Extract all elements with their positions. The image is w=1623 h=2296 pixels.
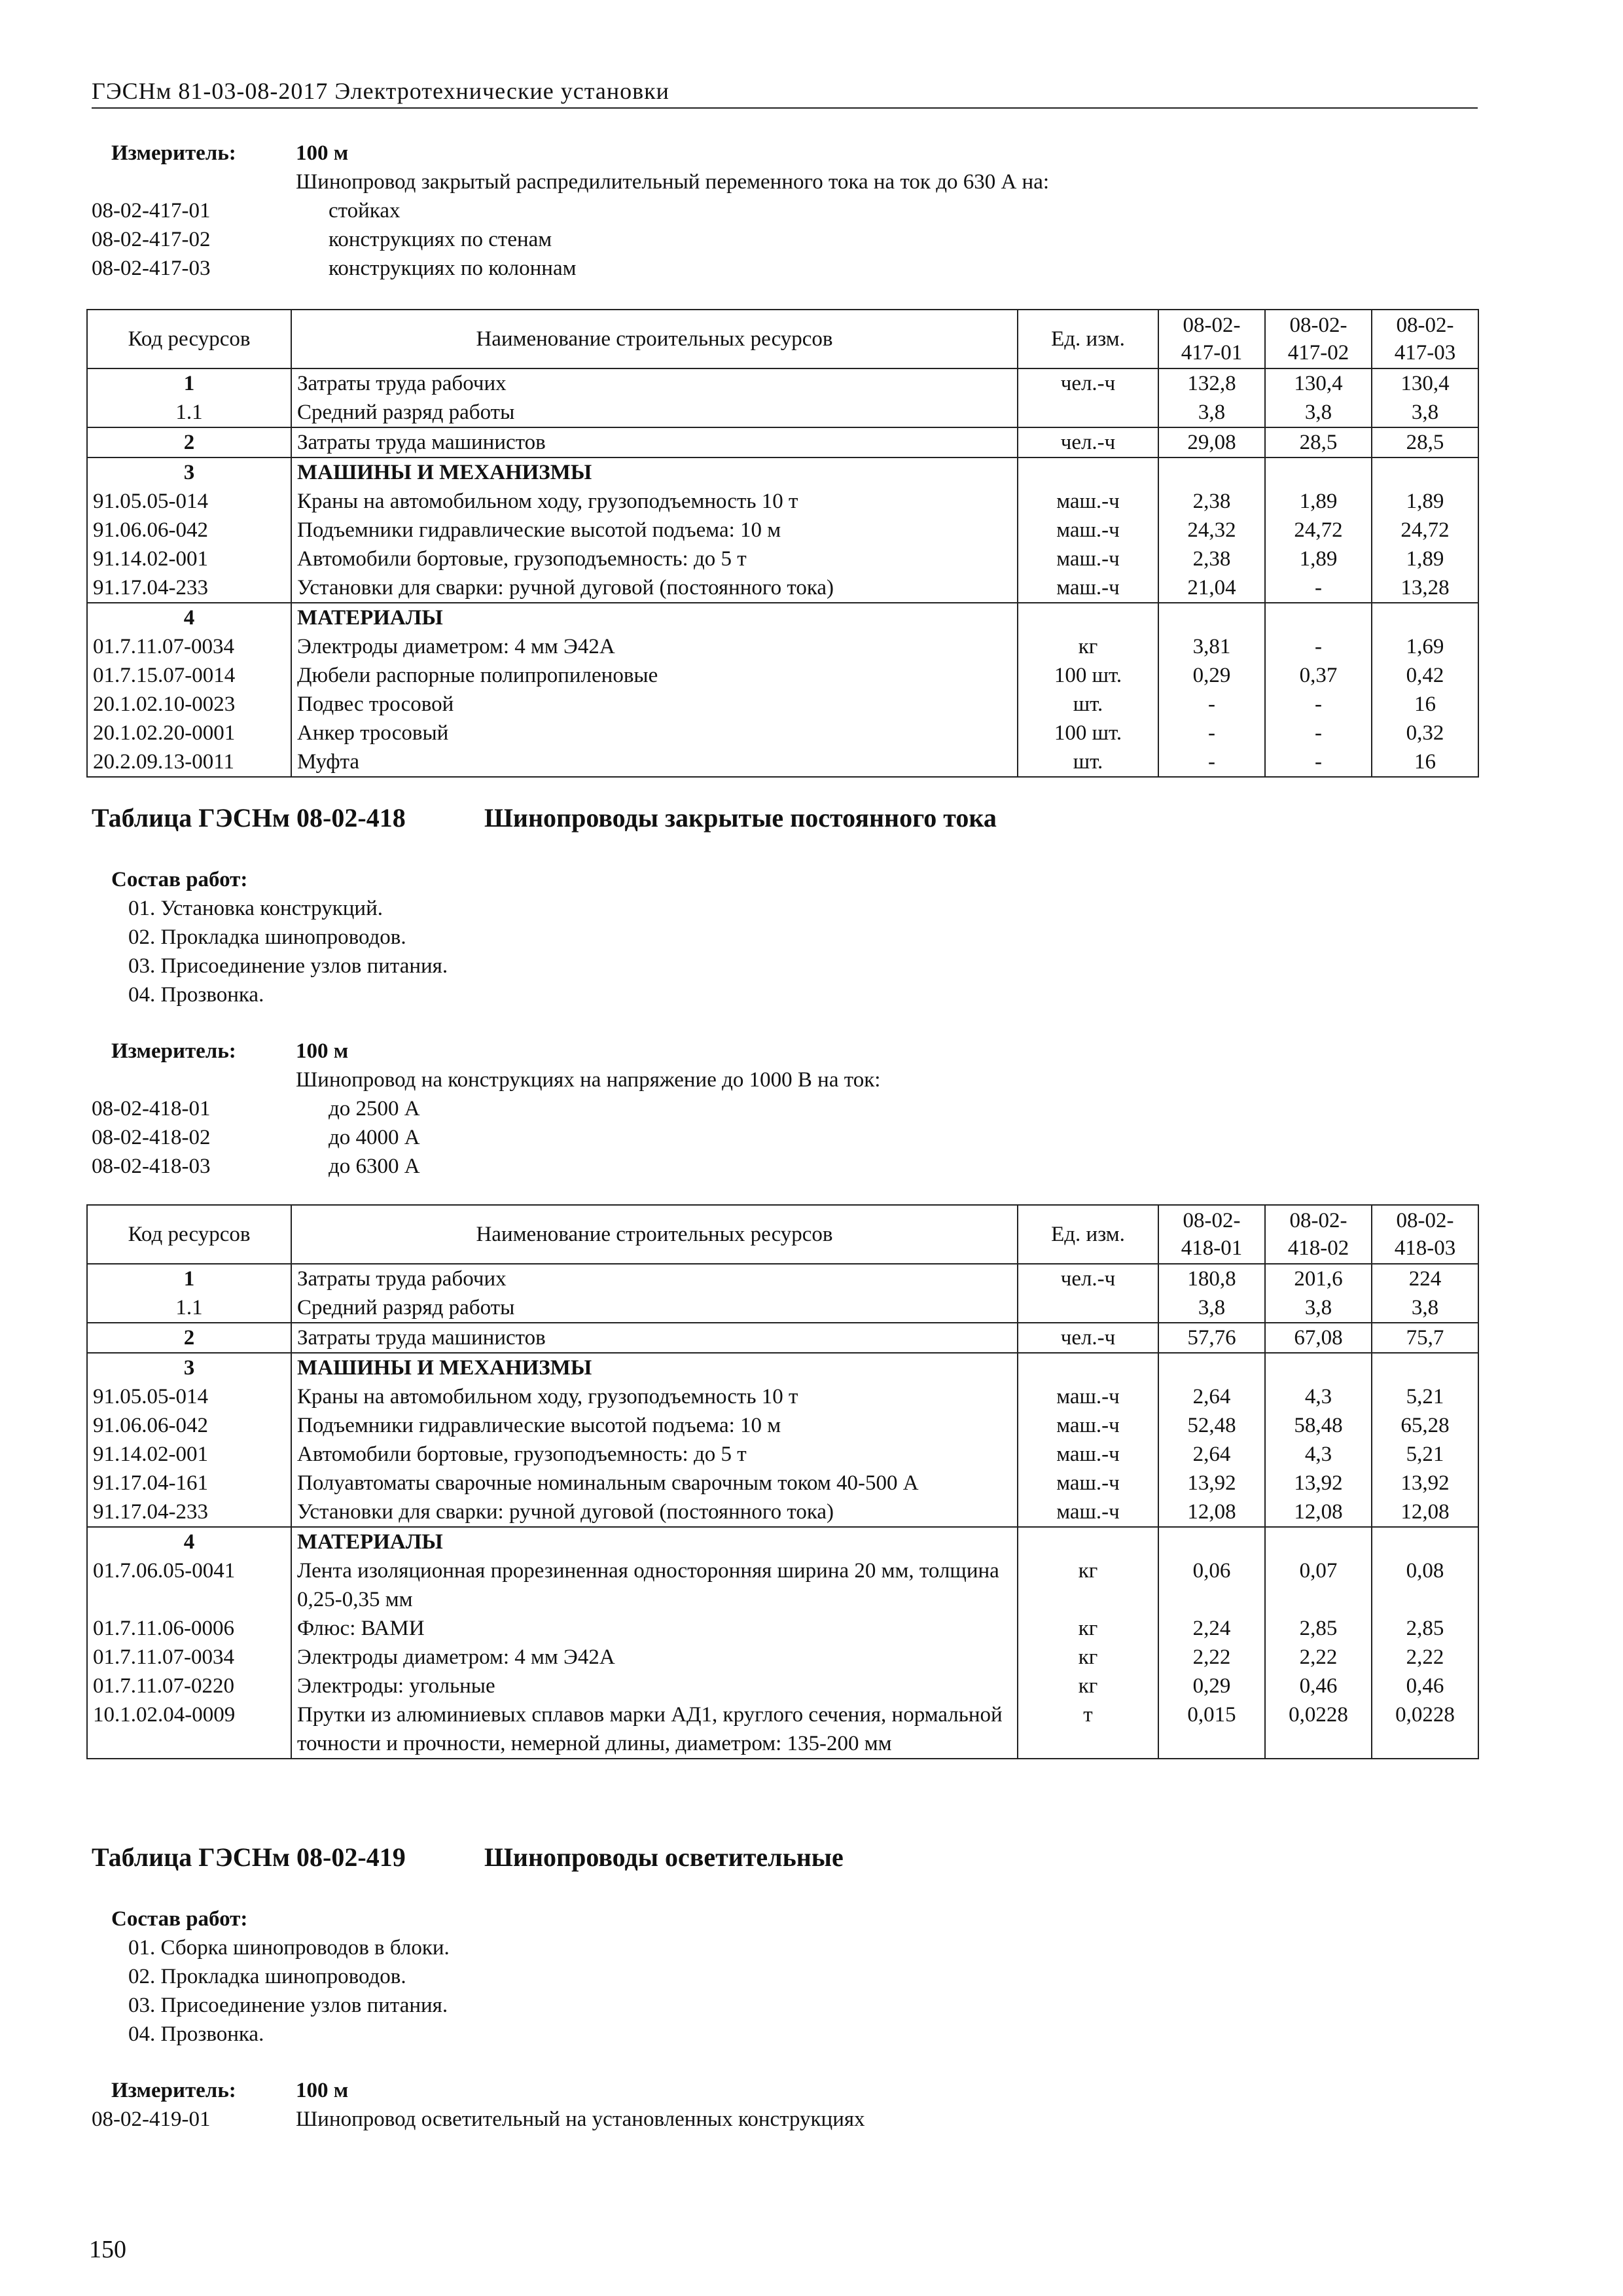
resource-value: - <box>1265 690 1372 719</box>
resource-unit: чел.-ч <box>1018 427 1158 457</box>
resource-value <box>1372 1353 1478 1382</box>
resource-value: 201,6 <box>1265 1264 1372 1293</box>
resource-row <box>87 1264 1478 1293</box>
resource-code: 01.7.11.07-0034 <box>87 1643 291 1672</box>
resource-value: 0,37 <box>1265 661 1372 690</box>
resource-name: Флюс: ВАМИ <box>291 1614 1018 1643</box>
resource-name: Затраты труда машинистов <box>291 427 1018 457</box>
work-item: 04. Прозвонка. <box>128 2022 264 2046</box>
resource-value: 16 <box>1372 690 1478 719</box>
meter-description: Шинопровод на конструкциях на напряжение до 1000 В на ток: <box>296 1068 881 1092</box>
meter-block-419 <box>92 2076 1478 2134</box>
resource-name: Анкер тросовый <box>291 719 1018 747</box>
resource-name: Краны на автомобильном ходу, грузоподъемность 10 т <box>291 487 1018 516</box>
resource-unit <box>1018 457 1158 487</box>
resource-row <box>87 747 1478 777</box>
norm-text: конструкциях по колоннам <box>329 257 577 280</box>
resource-code: 20.1.02.20-0001 <box>87 719 291 747</box>
resource-row <box>87 1382 1478 1411</box>
resource-code: 91.17.04-233 <box>87 573 291 603</box>
resource-value: 2,85 <box>1372 1614 1478 1643</box>
resource-value: 12,08 <box>1158 1498 1265 1527</box>
resource-value: 13,92 <box>1372 1469 1478 1498</box>
resource-code: 91.06.06-042 <box>87 1411 291 1440</box>
meter-description: Шинопровод закрытый распредилительный переменного тока на ток до 630 А на: <box>296 170 1050 194</box>
resource-value: - <box>1158 747 1265 777</box>
resource-name: Установки для сварки: ручной дуговой (постоянного тока) <box>291 1498 1018 1527</box>
resource-table-417 <box>86 309 1479 778</box>
resource-name: Автомобили бортовые, грузоподъемность: до 5 т <box>291 545 1018 573</box>
resource-code: 1 <box>87 1264 291 1293</box>
resource-unit <box>1018 603 1158 632</box>
resource-name: Установки для сварки: ручной дуговой (постоянного тока) <box>291 573 1018 603</box>
resource-code: 91.06.06-042 <box>87 516 291 545</box>
resource-value: 12,08 <box>1265 1498 1372 1527</box>
resource-value: 1,89 <box>1372 487 1478 516</box>
resource-value: 3,8 <box>1372 398 1478 427</box>
resource-value: 52,48 <box>1158 1411 1265 1440</box>
resource-name: Затраты труда рабочих <box>291 1264 1018 1293</box>
resource-name: Подъемники гидравлические высотой подъема: 10 м <box>291 1411 1018 1440</box>
resource-name: МАШИНЫ И МЕХАНИЗМЫ <box>291 1353 1018 1382</box>
work-item: 03. Присоединение узлов питания. <box>128 1994 448 2017</box>
works-list-418 <box>92 865 448 1009</box>
resource-value: 4,3 <box>1265 1382 1372 1411</box>
resource-code: 4 <box>87 1527 291 1556</box>
resource-value: 2,64 <box>1158 1382 1265 1411</box>
resource-name: Полуавтоматы сварочные номинальным сварочным током 40-500 А <box>291 1469 1018 1498</box>
resource-unit <box>1018 1527 1158 1556</box>
resource-value: 1,69 <box>1372 632 1478 661</box>
resource-unit: кг <box>1018 1643 1158 1672</box>
resource-code: 10.1.02.04-0009 <box>87 1700 291 1759</box>
resource-name: МАТЕРИАЛЫ <box>291 603 1018 632</box>
resource-row <box>87 719 1478 747</box>
resource-value: 224 <box>1372 1264 1478 1293</box>
table-title-419 <box>92 1842 844 1873</box>
works-heading: Состав работ: <box>111 1907 248 1931</box>
resource-unit <box>1018 1353 1158 1382</box>
resource-unit: чел.-ч <box>1018 368 1158 398</box>
running-header: ГЭСНм 81-03-08-2017 Электротехнические установки <box>92 77 1478 109</box>
norm-text: Шинопровод осветительный на установленных конструкциях <box>296 2108 865 2131</box>
resource-unit: кг <box>1018 632 1158 661</box>
resource-name: Краны на автомобильном ходу, грузоподъемность 10 т <box>291 1382 1018 1411</box>
resource-value: 132,8 <box>1158 368 1265 398</box>
resource-row <box>87 398 1478 427</box>
resource-value: 0,06 <box>1158 1556 1265 1614</box>
resource-name: Средний разряд работы <box>291 1293 1018 1323</box>
resource-value <box>1265 457 1372 487</box>
resource-unit: чел.-ч <box>1018 1323 1158 1353</box>
resource-row <box>87 603 1478 632</box>
resource-table-418 <box>86 1204 1479 1759</box>
resource-value: 5,21 <box>1372 1440 1478 1469</box>
resource-code: 01.7.15.07-0014 <box>87 661 291 690</box>
resource-unit: т <box>1018 1700 1158 1759</box>
resource-unit <box>1018 1293 1158 1323</box>
resource-value: 28,5 <box>1372 427 1478 457</box>
norm-code: 08-02-417-02 <box>92 228 211 251</box>
resource-name: Электроды: угольные <box>291 1672 1018 1700</box>
resource-name: Прутки из алюминиевых сплавов марки АД1, круглого сечения, нормальной точности и прочности, немерной длины, диаметром: 135-200 мм <box>291 1700 1018 1759</box>
resource-value: - <box>1158 690 1265 719</box>
resource-value: 130,4 <box>1372 368 1478 398</box>
resource-row <box>87 1323 1478 1353</box>
work-item: 03. Присоединение узлов питания. <box>128 954 448 978</box>
resource-row <box>87 1556 1478 1614</box>
resource-value: 0,0228 <box>1265 1700 1372 1759</box>
resource-code: 1 <box>87 368 291 398</box>
resource-code: 01.7.11.07-0034 <box>87 632 291 661</box>
resource-code: 1.1 <box>87 398 291 427</box>
resource-unit: кг <box>1018 1556 1158 1614</box>
col-header-code: Код ресурсов <box>87 310 291 368</box>
resource-unit: маш.-ч <box>1018 1469 1158 1498</box>
resource-row <box>87 1440 1478 1469</box>
work-item: 01. Сборка шинопроводов в блоки. <box>128 1936 450 1960</box>
resource-value: 0,46 <box>1265 1672 1372 1700</box>
resource-value: 0,46 <box>1372 1672 1478 1700</box>
col-header-norm: 08-02- 418-03 <box>1372 1205 1478 1264</box>
resource-value: 16 <box>1372 747 1478 777</box>
col-header-name: Наименование строительных ресурсов <box>291 310 1018 368</box>
table-title: Шинопроводы закрытые постоянного тока <box>484 803 997 833</box>
norm-text: до 4000 А <box>329 1126 420 1149</box>
resource-value: 0,29 <box>1158 1672 1265 1700</box>
resource-value: - <box>1265 747 1372 777</box>
works-list-419 <box>92 1905 450 2049</box>
resource-value: 24,32 <box>1158 516 1265 545</box>
resource-value: 4,3 <box>1265 1440 1372 1469</box>
meter-label: Измеритель: <box>111 141 236 165</box>
norm-code: 08-02-419-01 <box>92 2108 211 2131</box>
resource-value <box>1265 1353 1372 1382</box>
resource-value: 1,89 <box>1265 487 1372 516</box>
resource-name: МАТЕРИАЛЫ <box>291 1527 1018 1556</box>
resource-value: 13,92 <box>1158 1469 1265 1498</box>
resource-code: 91.05.05-014 <box>87 1382 291 1411</box>
resource-code: 4 <box>87 603 291 632</box>
resource-code: 91.17.04-233 <box>87 1498 291 1527</box>
table-title: Шинопроводы осветительные <box>484 1842 844 1872</box>
resource-row <box>87 1614 1478 1643</box>
resource-value: 1,89 <box>1265 545 1372 573</box>
resource-unit: маш.-ч <box>1018 487 1158 516</box>
resource-name: Муфта <box>291 747 1018 777</box>
resource-value: 65,28 <box>1372 1411 1478 1440</box>
resource-code: 20.2.09.13-0011 <box>87 747 291 777</box>
work-item: 04. Прозвонка. <box>128 983 264 1007</box>
col-header-code: Код ресурсов <box>87 1205 291 1264</box>
resource-row <box>87 1700 1478 1759</box>
resource-row <box>87 661 1478 690</box>
norm-text: до 2500 А <box>329 1097 420 1121</box>
resource-value <box>1265 1527 1372 1556</box>
resource-name: Лента изоляционная прорезиненная односторонняя ширина 20 мм, толщина 0,25-0,35 мм <box>291 1556 1018 1614</box>
work-item: 01. Установка конструкций. <box>128 897 383 920</box>
resource-value: 3,8 <box>1158 1293 1265 1323</box>
resource-value <box>1372 603 1478 632</box>
resource-value: 24,72 <box>1265 516 1372 545</box>
resource-unit: маш.-ч <box>1018 1382 1158 1411</box>
resource-code: 20.1.02.10-0023 <box>87 690 291 719</box>
norm-text: конструкциях по стенам <box>329 228 552 251</box>
norm-code: 08-02-418-02 <box>92 1126 211 1149</box>
resource-unit: чел.-ч <box>1018 1264 1158 1293</box>
resource-value: 0,07 <box>1265 1556 1372 1614</box>
norm-code: 08-02-418-01 <box>92 1097 211 1121</box>
resource-code: 01.7.11.06-0006 <box>87 1614 291 1643</box>
resource-value: - <box>1265 573 1372 603</box>
work-item: 02. Прокладка шинопроводов. <box>128 1965 406 1988</box>
resource-value: 58,48 <box>1265 1411 1372 1440</box>
resource-code: 2 <box>87 1323 291 1353</box>
col-header-unit: Ед. изм. <box>1018 310 1158 368</box>
resource-unit: шт. <box>1018 747 1158 777</box>
meter-unit: 100 м <box>296 141 349 165</box>
resource-value: 24,72 <box>1372 516 1478 545</box>
resource-value: - <box>1158 719 1265 747</box>
table-number: Таблица ГЭСНм 08-02-418 <box>92 803 406 833</box>
resource-row <box>87 632 1478 661</box>
resource-name: Средний разряд работы <box>291 398 1018 427</box>
norm-code: 08-02-417-03 <box>92 257 211 280</box>
resource-name: Подвес тросовой <box>291 690 1018 719</box>
resource-value: 3,8 <box>1158 398 1265 427</box>
resource-unit: кг <box>1018 1614 1158 1643</box>
resource-value: 2,24 <box>1158 1614 1265 1643</box>
resource-value: 75,7 <box>1372 1323 1478 1353</box>
meter-label: Измеритель: <box>111 2079 236 2102</box>
resource-unit: маш.-ч <box>1018 516 1158 545</box>
resource-row <box>87 1498 1478 1527</box>
resource-value: 3,81 <box>1158 632 1265 661</box>
resource-value: 3,8 <box>1265 1293 1372 1323</box>
resource-row <box>87 1643 1478 1672</box>
resource-value: 130,4 <box>1265 368 1372 398</box>
resource-value: 12,08 <box>1372 1498 1478 1527</box>
meter-unit: 100 м <box>296 2079 349 2102</box>
col-header-name: Наименование строительных ресурсов <box>291 1205 1018 1264</box>
resource-unit: маш.-ч <box>1018 1411 1158 1440</box>
resource-value: 2,85 <box>1265 1614 1372 1643</box>
resource-row <box>87 1353 1478 1382</box>
col-header-norm: 08-02- 417-03 <box>1372 310 1478 368</box>
resource-code: 01.7.11.07-0220 <box>87 1672 291 1700</box>
resource-value: 13,92 <box>1265 1469 1372 1498</box>
resource-unit: 100 шт. <box>1018 661 1158 690</box>
col-header-norm: 08-02- 418-01 <box>1158 1205 1265 1264</box>
norm-code: 08-02-417-01 <box>92 199 211 223</box>
resource-value <box>1372 1527 1478 1556</box>
resource-value: 0,0228 <box>1372 1700 1478 1759</box>
norm-code: 08-02-418-03 <box>92 1155 211 1178</box>
resource-value: 2,64 <box>1158 1440 1265 1469</box>
resource-row <box>87 573 1478 603</box>
resource-code: 3 <box>87 457 291 487</box>
resource-value: 1,89 <box>1372 545 1478 573</box>
resource-row <box>87 487 1478 516</box>
resource-name: Электроды диаметром: 4 мм Э42А <box>291 632 1018 661</box>
resource-value: 5,21 <box>1372 1382 1478 1411</box>
resource-unit: 100 шт. <box>1018 719 1158 747</box>
resource-value: 21,04 <box>1158 573 1265 603</box>
resource-value: 2,38 <box>1158 487 1265 516</box>
resource-value: 180,8 <box>1158 1264 1265 1293</box>
col-header-norm: 08-02- 417-02 <box>1265 310 1372 368</box>
resource-row <box>87 1469 1478 1498</box>
resource-name: МАШИНЫ И МЕХАНИЗМЫ <box>291 457 1018 487</box>
resource-name: Затраты труда машинистов <box>291 1323 1018 1353</box>
resource-unit: маш.-ч <box>1018 1440 1158 1469</box>
meter-label: Измеритель: <box>111 1039 236 1063</box>
works-heading: Состав работ: <box>111 868 248 891</box>
resource-value: 2,22 <box>1265 1643 1372 1672</box>
resource-name: Автомобили бортовые, грузоподъемность: до 5 т <box>291 1440 1018 1469</box>
resource-value: 29,08 <box>1158 427 1265 457</box>
resource-code: 91.17.04-161 <box>87 1469 291 1498</box>
resource-value: 3,8 <box>1265 398 1372 427</box>
resource-value: 67,08 <box>1265 1323 1372 1353</box>
table-title-418 <box>92 802 997 833</box>
resource-row <box>87 427 1478 457</box>
resource-value: 0,32 <box>1372 719 1478 747</box>
resource-row <box>87 516 1478 545</box>
resource-row <box>87 457 1478 487</box>
resource-value: - <box>1265 719 1372 747</box>
resource-value: 2,22 <box>1372 1643 1478 1672</box>
resource-name: Затраты труда рабочих <box>291 368 1018 398</box>
resource-code: 2 <box>87 427 291 457</box>
resource-unit: кг <box>1018 1672 1158 1700</box>
resource-code: 3 <box>87 1353 291 1382</box>
resource-value: 0,08 <box>1372 1556 1478 1614</box>
resource-row <box>87 368 1478 398</box>
resource-name: Подъемники гидравлические высотой подъема: 10 м <box>291 516 1018 545</box>
resource-value: 2,22 <box>1158 1643 1265 1672</box>
resource-name: Электроды диаметром: 4 мм Э42А <box>291 1643 1018 1672</box>
meter-block-418 <box>92 1037 1478 1181</box>
norm-text: до 6300 А <box>329 1155 420 1178</box>
norm-text: стойках <box>329 199 401 223</box>
page-number: 150 <box>89 2236 126 2263</box>
resource-name: Дюбели распорные полипропиленовые <box>291 661 1018 690</box>
meter-block-417 <box>92 139 1478 283</box>
work-item: 02. Прокладка шинопроводов. <box>128 925 406 949</box>
meter-unit: 100 м <box>296 1039 349 1063</box>
resource-code: 91.05.05-014 <box>87 487 291 516</box>
resource-row <box>87 690 1478 719</box>
resource-value <box>1158 603 1265 632</box>
resource-value: - <box>1265 632 1372 661</box>
resource-row <box>87 1527 1478 1556</box>
resource-value <box>1158 457 1265 487</box>
resource-value: 3,8 <box>1372 1293 1478 1323</box>
resource-code: 1.1 <box>87 1293 291 1323</box>
resource-value: 2,38 <box>1158 545 1265 573</box>
col-header-norm: 08-02- 418-02 <box>1265 1205 1372 1264</box>
resource-unit: маш.-ч <box>1018 545 1158 573</box>
col-header-unit: Ед. изм. <box>1018 1205 1158 1264</box>
resource-value <box>1158 1353 1265 1382</box>
col-header-norm: 08-02- 417-01 <box>1158 310 1265 368</box>
resource-value <box>1372 457 1478 487</box>
resource-value: 0,29 <box>1158 661 1265 690</box>
resource-row <box>87 1411 1478 1440</box>
resource-value: 13,28 <box>1372 573 1478 603</box>
resource-unit: маш.-ч <box>1018 573 1158 603</box>
resource-value: 57,76 <box>1158 1323 1265 1353</box>
resource-value: 0,015 <box>1158 1700 1265 1759</box>
resource-value: 28,5 <box>1265 427 1372 457</box>
resource-code: 91.14.02-001 <box>87 1440 291 1469</box>
resource-unit: шт. <box>1018 690 1158 719</box>
resource-value <box>1265 603 1372 632</box>
resource-code: 01.7.06.05-0041 <box>87 1556 291 1614</box>
resource-unit: маш.-ч <box>1018 1498 1158 1527</box>
resource-unit <box>1018 398 1158 427</box>
resource-value: 0,42 <box>1372 661 1478 690</box>
table-number: Таблица ГЭСНм 08-02-419 <box>92 1842 406 1872</box>
resource-row <box>87 545 1478 573</box>
resource-value <box>1158 1527 1265 1556</box>
resource-row <box>87 1293 1478 1323</box>
resource-row <box>87 1672 1478 1700</box>
resource-code: 91.14.02-001 <box>87 545 291 573</box>
